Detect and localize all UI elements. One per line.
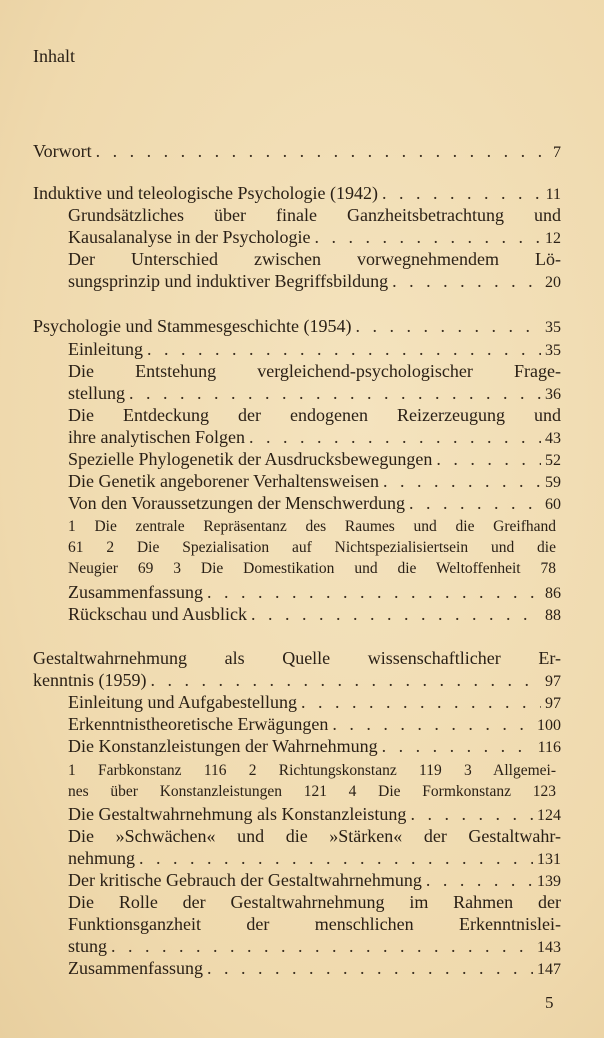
toc-dot-leader xyxy=(207,958,533,979)
toc-entry-title: nehmung xyxy=(68,848,135,868)
toc-entry-title: stellung xyxy=(68,383,125,403)
toc-dot-leader xyxy=(383,471,541,492)
toc-page-number: 11 xyxy=(545,186,561,203)
toc-entry xyxy=(68,692,561,714)
toc-section-title: Psychologie und Stammesgeschichte (1954) xyxy=(33,316,352,336)
toc-page-number: 7 xyxy=(553,144,561,161)
toc-dot-leader xyxy=(426,870,533,891)
toc-entry-line: Die Entdeckung der endogenen Reizerzeugung und xyxy=(68,405,561,425)
toc-entry-title: Einleitung und Aufgabestellung xyxy=(68,692,297,712)
toc-section-3 xyxy=(33,670,561,692)
toc-entry xyxy=(68,958,561,980)
toc-section-title: Induktive und teleologische Psychologie (1942) xyxy=(33,183,378,203)
toc-subitems-line: Neugier 69 3 Die Domestikation und die Weltoffenheit 78 xyxy=(68,560,556,577)
toc-entry xyxy=(68,493,561,515)
toc-entry xyxy=(68,604,561,626)
toc-dot-leader xyxy=(409,493,541,514)
toc-subitems-line: nes über Konstanzleistungen 121 4 Die Formkonstanz 123 xyxy=(68,783,556,800)
toc-page-number: 97 xyxy=(545,673,561,690)
toc-dot-leader xyxy=(139,848,533,869)
toc-dot-leader xyxy=(129,383,541,404)
toc-entry-line: Grundsätzliches über finale Ganzheitsbetrachtung und xyxy=(68,205,561,225)
toc-page-number: 97 xyxy=(545,695,561,712)
toc-entry xyxy=(68,449,561,471)
toc-section-2 xyxy=(33,316,561,338)
toc-subitems-line: 1 Die zentrale Repräsentanz des Raumes und die Greifhand xyxy=(68,518,556,535)
toc-entry-title: stung xyxy=(68,936,108,956)
toc-entry xyxy=(68,427,561,449)
toc-page-number: 100 xyxy=(537,717,561,734)
toc-entry-title: Der kritische Gebrauch der Gestaltwahrnehmung xyxy=(68,870,422,890)
toc-dot-leader xyxy=(410,804,533,825)
toc-entry-title: Spezielle Phylogenetik der Ausdrucksbewegungen xyxy=(68,449,433,469)
toc-dot-leader xyxy=(314,227,541,248)
toc-entry xyxy=(68,582,561,604)
toc-entry xyxy=(68,271,561,293)
toc-dot-leader xyxy=(301,692,541,713)
page-number: 5 xyxy=(545,993,554,1012)
toc-page-number: 35 xyxy=(545,319,561,336)
toc-page-number: 52 xyxy=(545,452,561,469)
toc-dot-leader xyxy=(436,449,541,470)
toc-entry xyxy=(68,804,561,826)
toc-entry-title: Erkenntnistheoretische Erwägungen xyxy=(68,714,329,734)
toc-page-number: 147 xyxy=(537,961,561,978)
toc-entry-title: sungsprinzip und induktiver Begriffsbildung xyxy=(68,271,389,291)
toc-entry-title: Zusammenfassung xyxy=(68,958,203,978)
toc-entry-title: Einleitung xyxy=(68,339,143,359)
toc-entry xyxy=(68,714,561,736)
toc-entry xyxy=(68,471,561,493)
toc-dot-leader xyxy=(111,936,533,957)
toc-page-number: 20 xyxy=(545,274,561,291)
toc-entry-title: Die Konstanzleistungen der Wahrnehmung xyxy=(68,736,378,756)
toc-subitems-line: 1 Farbkonstanz 116 2 Richtungskonstanz 119 3 Allgemei- xyxy=(68,762,556,779)
toc-entry xyxy=(68,848,561,870)
toc-entry-title: Kausalanalyse in der Psychologie xyxy=(68,227,311,247)
toc-section-title: kenntnis (1959) xyxy=(33,670,147,690)
toc-page-number: 60 xyxy=(545,496,561,513)
toc-entry xyxy=(68,227,561,249)
toc-page-number: 131 xyxy=(537,851,561,868)
toc-entry-title: Die Gestaltwahrnehmung als Konstanzleistung xyxy=(68,804,407,824)
toc-entry-line: Die Entstehung vergleichend-psychologischer Frage- xyxy=(68,361,561,381)
toc-subitems-line: 61 2 Die Spezialisation auf Nichtspezialisiertsein und die xyxy=(68,539,556,556)
toc-page-number: 88 xyxy=(545,607,561,624)
page-title: Inhalt xyxy=(33,46,75,66)
toc-dot-leader xyxy=(96,141,549,162)
toc-dot-leader xyxy=(150,670,541,691)
toc-entry xyxy=(68,870,561,892)
toc-entry xyxy=(68,936,561,958)
toc-dot-leader xyxy=(382,736,534,757)
toc-page-number: 59 xyxy=(545,474,561,491)
toc-page-number: 143 xyxy=(537,939,561,956)
toc-dot-leader xyxy=(207,582,541,603)
toc-entry-title: ihre analytischen Folgen xyxy=(68,427,245,447)
toc-entry xyxy=(68,383,561,405)
toc-entry-title: Rückschau und Ausblick xyxy=(68,604,247,624)
toc-entry-title: Von den Voraussetzungen der Menschwerdung xyxy=(68,493,405,513)
toc-entry-line: Funktionsganzheit der menschlichen Erkenntnislei- xyxy=(68,914,561,934)
toc-entry-line: Der Unterschied zwischen vorwegnehmendem Lö- xyxy=(68,249,561,269)
toc-entry xyxy=(68,339,561,361)
toc-entry-title: Die Genetik angeborener Verhaltensweisen xyxy=(68,471,380,491)
toc-dot-leader xyxy=(251,604,541,625)
toc-page-number: 116 xyxy=(537,739,561,756)
toc-dot-leader xyxy=(249,427,541,448)
toc-page-number: 86 xyxy=(545,585,561,602)
toc-dot-leader xyxy=(355,316,541,337)
toc-entry-title: Vorwort xyxy=(33,141,92,161)
toc-page-number: 124 xyxy=(537,807,561,824)
toc-section-3-title-line: Gestaltwahrnehmung als Quelle wissenschaftlicher Er- xyxy=(33,648,561,668)
toc-dot-leader xyxy=(382,183,542,204)
toc-page-number: 43 xyxy=(545,430,561,447)
toc-page-number: 139 xyxy=(537,873,561,890)
toc-entry-vorwort xyxy=(33,141,561,163)
toc-entry-line: Die Rolle der Gestaltwahrnehmung im Rahmen der xyxy=(68,892,561,912)
toc-dot-leader xyxy=(332,714,533,735)
toc-entry-title: Zusammenfassung xyxy=(68,582,203,602)
toc-dot-leader xyxy=(147,339,541,360)
toc-dot-leader xyxy=(392,271,541,292)
toc-entry xyxy=(68,736,561,758)
toc-page-number: 12 xyxy=(545,230,561,247)
toc-section-1 xyxy=(33,183,561,205)
toc-page-number: 36 xyxy=(545,386,561,403)
toc-page-number: 35 xyxy=(545,342,561,359)
toc-entry-line: Die »Schwächen« und die »Stärken« der Gestaltwahr- xyxy=(68,826,561,846)
